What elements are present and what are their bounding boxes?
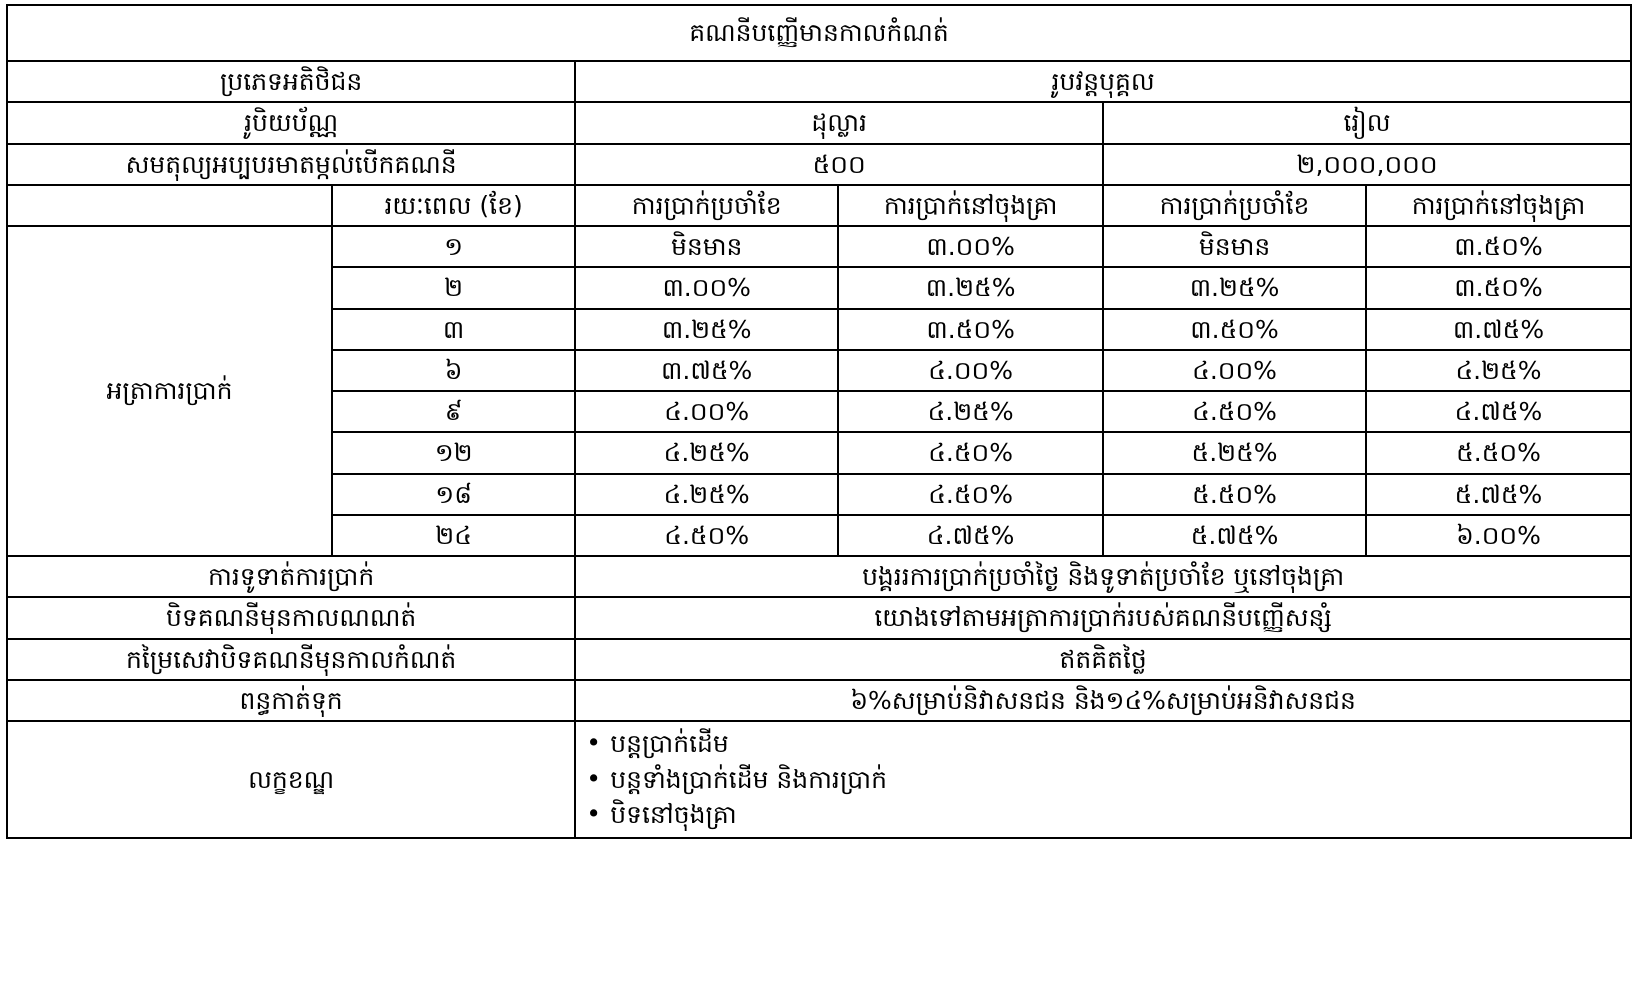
usd-maturity-value: ៣.០០%: [838, 226, 1103, 267]
khr-monthly-value: ៤.០០%: [1103, 350, 1366, 391]
currency-label: រូបិយប័ណ្ណ: [7, 102, 575, 143]
khr-maturity-value: ៣.៥០%: [1366, 267, 1631, 308]
usd-maturity-value: ៤.៥០%: [838, 474, 1103, 515]
term-value: ៩: [332, 391, 575, 432]
interest-payment-value: បង្គររការប្រាក់ប្រចាំថ្ងៃ និងទូទាត់ប្រចាំខែ ឬនៅចុងគ្រា: [575, 556, 1631, 597]
closure-fee-value: ឥតគិតថ្លៃ: [575, 639, 1631, 680]
usd-maturity-value: ៣.២៥%: [838, 267, 1103, 308]
term-value: ៣: [332, 309, 575, 350]
term-deposit-rate-table: [6, 4, 1632, 839]
usd-maturity-value: ៤.០០%: [838, 350, 1103, 391]
header-khr-maturity: ការប្រាក់នៅចុងគ្រា: [1366, 185, 1631, 226]
usd-maturity-value: ៤.៧៥%: [838, 515, 1103, 556]
list-item: • បិទនៅចុងគ្រា: [584, 797, 1622, 833]
table-row-interest-payment: [7, 556, 1631, 597]
usd-monthly-value: ៤.២៥%: [575, 432, 838, 473]
table-row-column-headers: [7, 185, 1631, 226]
usd-maturity-value: ៤.៥០%: [838, 432, 1103, 473]
table-row-currency: [7, 102, 1631, 143]
interest-rate-label: អត្រាការប្រាក់: [7, 226, 332, 556]
khr-monthly-value: ៥.៧៥%: [1103, 515, 1366, 556]
closure-fee-label: កម្រៃសេវាបិទគណនីមុនកាលកំណត់: [7, 639, 575, 680]
account-type-label: ប្រភេទអតិថិជន: [7, 61, 575, 102]
currency-usd: ដុល្លារ: [575, 102, 1103, 143]
khr-maturity-value: ៦.០០%: [1366, 515, 1631, 556]
page-title: គណនីបញ្ញើមានកាលកំណត់: [7, 5, 1631, 61]
usd-monthly-value: ៤.៥០%: [575, 515, 838, 556]
currency-khr: រៀល: [1103, 102, 1631, 143]
list-item: • បន្តប្រាក់ដើម: [584, 726, 1622, 762]
term-value: ២: [332, 267, 575, 308]
table-row: [7, 226, 1631, 267]
min-balance-usd: ៥០០: [575, 144, 1103, 185]
header-khr-monthly: ការប្រាក់ប្រចាំខែ: [1103, 185, 1366, 226]
table-row-conditions: [7, 721, 1631, 838]
list-item: • បន្តទាំងប្រាក់ដើម និងការប្រាក់: [584, 762, 1622, 798]
khr-maturity-value: ៥.៥០%: [1366, 432, 1631, 473]
khr-maturity-value: ៤.២៥%: [1366, 350, 1631, 391]
usd-monthly-value: ៣.០០%: [575, 267, 838, 308]
khr-monthly-value: ៥.២៥%: [1103, 432, 1366, 473]
term-value: ២៤: [332, 515, 575, 556]
usd-monthly-value: ៤.២៥%: [575, 474, 838, 515]
table-row-min-balance: [7, 144, 1631, 185]
khr-monthly-value: ៣.៥០%: [1103, 309, 1366, 350]
header-usd-maturity: ការប្រាក់នៅចុងគ្រា: [838, 185, 1103, 226]
header-usd-monthly: ការប្រាក់ប្រចាំខែ: [575, 185, 838, 226]
table-row-account-type: [7, 61, 1631, 102]
khr-maturity-value: ៣.៥០%: [1366, 226, 1631, 267]
interest-payment-label: ការទូទាត់ការប្រាក់: [7, 556, 575, 597]
conditions-label: លក្ខខណ្ឌ: [7, 721, 575, 838]
withholding-tax-label: ពន្ធកាត់ទុក: [7, 680, 575, 721]
usd-maturity-value: ៤.២៥%: [838, 391, 1103, 432]
khr-monthly-value: ៤.៥០%: [1103, 391, 1366, 432]
withholding-tax-value: ៦%សម្រាប់និវាសនជន និង១៤%សម្រាប់អនិវាសនជន: [575, 680, 1631, 721]
early-closure-value: យោងទៅតាមអត្រាការប្រាក់របស់គណនីបញ្ញើសន្សំ: [575, 597, 1631, 638]
conditions-value: [575, 721, 1631, 838]
account-type-value: រូបវន្តបុគ្គល: [575, 61, 1631, 102]
header-blank: [7, 185, 332, 226]
khr-maturity-value: ៥.៧៥%: [1366, 474, 1631, 515]
khr-monthly-value: ៥.៥០%: [1103, 474, 1366, 515]
header-term: រយៈពេល (ខែ): [332, 185, 575, 226]
term-value: ១៨: [332, 474, 575, 515]
table-row-title: [7, 5, 1631, 61]
min-balance-label: សមតុល្យអប្បបរមាតម្កល់បើកគណនី: [7, 144, 575, 185]
usd-monthly-value: ៣.២៥%: [575, 309, 838, 350]
usd-monthly-value: មិនមាន: [575, 226, 838, 267]
term-value: ១: [332, 226, 575, 267]
table-row-early-closure: [7, 597, 1631, 638]
khr-maturity-value: ៣.៧៥%: [1366, 309, 1631, 350]
khr-monthly-value: មិនមាន: [1103, 226, 1366, 267]
min-balance-khr: ២,០០០,០០០: [1103, 144, 1631, 185]
usd-monthly-value: ៤.០០%: [575, 391, 838, 432]
usd-maturity-value: ៣.៥០%: [838, 309, 1103, 350]
usd-monthly-value: ៣.៧៥%: [575, 350, 838, 391]
term-value: ៦: [332, 350, 575, 391]
conditions-list: [584, 726, 1622, 833]
term-value: ១២: [332, 432, 575, 473]
khr-maturity-value: ៤.៧៥%: [1366, 391, 1631, 432]
khr-monthly-value: ៣.២៥%: [1103, 267, 1366, 308]
early-closure-label: បិទគណនីមុនកាលណណត់: [7, 597, 575, 638]
table-row-withholding-tax: [7, 680, 1631, 721]
table-row-closure-fee: [7, 639, 1631, 680]
